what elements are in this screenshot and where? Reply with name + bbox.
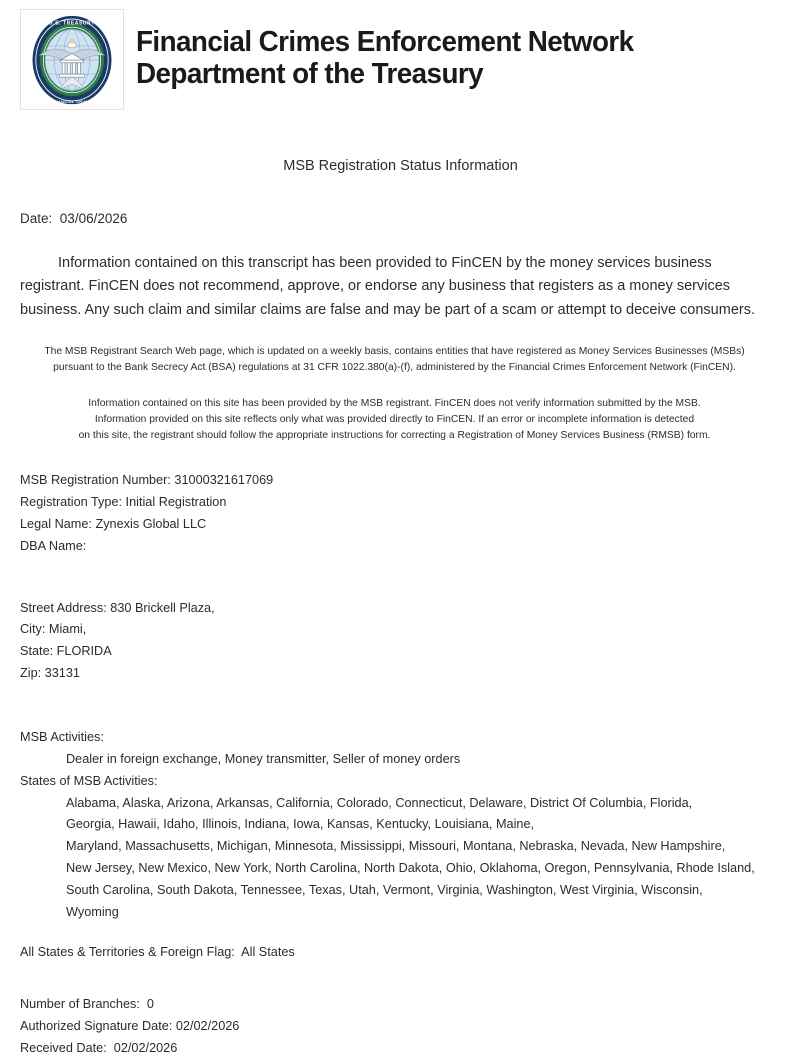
msb-activities-block [20, 727, 769, 924]
state-line: New Jersey, New Mexico, New York, North Carolina, North Dakota, Ohio, Oklahoma, Oregon, Pennsylvania, Rhode Island, [66, 861, 755, 876]
lead-disclaimer-paragraph: Information contained on this transcript has been provided to FinCEN by the money services business registrant. FinCEN does not recommend, approve, or endorse any business that registers as a money services business. Any such claim and similar claims are false and may be part of a scam or attempt to deceive consumers. [20, 255, 755, 318]
msb-activities-label: MSB Activities: [20, 729, 104, 744]
number-of-branches: Number of Branches: 0 [20, 997, 154, 1012]
document-title: MSB Registration Status Information [283, 158, 518, 174]
fine-print-line-1: Information contained on this site has been provided by the MSB registrant. FinCEN does not verify information submitted by the MSB. [88, 398, 701, 410]
fine-print-line-3: on this site, the registrant should follow the appropriate instructions for correcting a Registration of Money Services Business (RMSB) form. [78, 430, 711, 442]
all-states-flag-block [20, 942, 769, 964]
states-of-msb-activities-label: States of MSB Activities: [20, 773, 158, 788]
address-block [20, 598, 769, 685]
received-date: Received Date: 02/02/2026 [20, 1040, 178, 1055]
page-header [0, 0, 789, 120]
zip: Zip: 33131 [20, 666, 80, 681]
states-list [20, 793, 769, 925]
registration-type: Registration Type: Initial Registration [20, 495, 227, 510]
date-value: 03/06/2026 [59, 211, 128, 226]
footer-details [20, 994, 769, 1060]
fine-print-line-2: Information provided on this site reflects only what was provided directly to FinCEN. If an error or incomplete information is detected [94, 414, 695, 426]
legal-name: Legal Name: Zynexis Global LLC [20, 516, 207, 531]
fine-print-verification [70, 396, 720, 444]
state-line: Wyoming [66, 905, 119, 920]
dba-name: DBA Name: [20, 538, 87, 553]
state-line: Alabama, Alaska, Arizona, Arkansas, California, Colorado, Connecticut, Delaware, District Of Columbia, Florida, [66, 795, 693, 810]
all-states-territories-foreign-flag: All States & Territories & Foreign Flag: All States [20, 945, 295, 960]
org-title-line2: Department of the Treasury [136, 58, 484, 91]
state: State: FLORIDA [20, 644, 112, 659]
state-line: Georgia, Hawaii, Idaho, Illinois, Indiana, Iowa, Kansas, Kentucky, Louisiana, Maine, [66, 817, 535, 832]
msb-registration-number: MSB Registration Number: 31000321617069 [20, 473, 274, 488]
org-title-line1: Financial Crimes Enforcement Network [136, 26, 634, 58]
fine-print-registrant-search: The MSB Registrant Search Web page, which is updated on a weekly basis, contains entities that have registered as Money Services Businesses (MSBs) pursuant to the Bank Secrecy Act (BSA) regulations at 31 CFR 1022.380(a)-(f), administered by the Financial Crimes Enforcement Network (FinCEN). [44, 346, 745, 374]
state-line: Maryland, Massachusetts, Michigan, Minnesota, Mississippi, Missouri, Montana, Nebraska, Nevada, New Hampshire, [66, 839, 726, 854]
registration-details [20, 470, 769, 557]
organization-title [136, 26, 654, 91]
date-label: Date: [20, 211, 53, 226]
msb-activities-value: Dealer in foreign exchange, Money transmitter, Seller of money orders [66, 751, 461, 766]
authorized-signature-date: Authorized Signature Date: 02/02/2026 [20, 1019, 240, 1033]
document-date [20, 211, 769, 226]
fincen-seal-container [20, 9, 124, 110]
city: City: Miami, [20, 622, 87, 637]
street-address: Street Address: 830 Brickell Plaza, [20, 600, 215, 615]
svg-text:U.S. TREASURY: U.S. TREASURY [48, 19, 96, 26]
fincen-treasury-seal-icon [25, 13, 119, 107]
svg-text:FINANCIAL CRIMES: FINANCIAL CRIMES [50, 99, 94, 104]
document-body [0, 158, 789, 1060]
state-line: South Carolina, South Dakota, Tennessee, Texas, Utah, Vermont, Virginia, Washington, West Virginia, Wisconsin, [66, 883, 703, 898]
